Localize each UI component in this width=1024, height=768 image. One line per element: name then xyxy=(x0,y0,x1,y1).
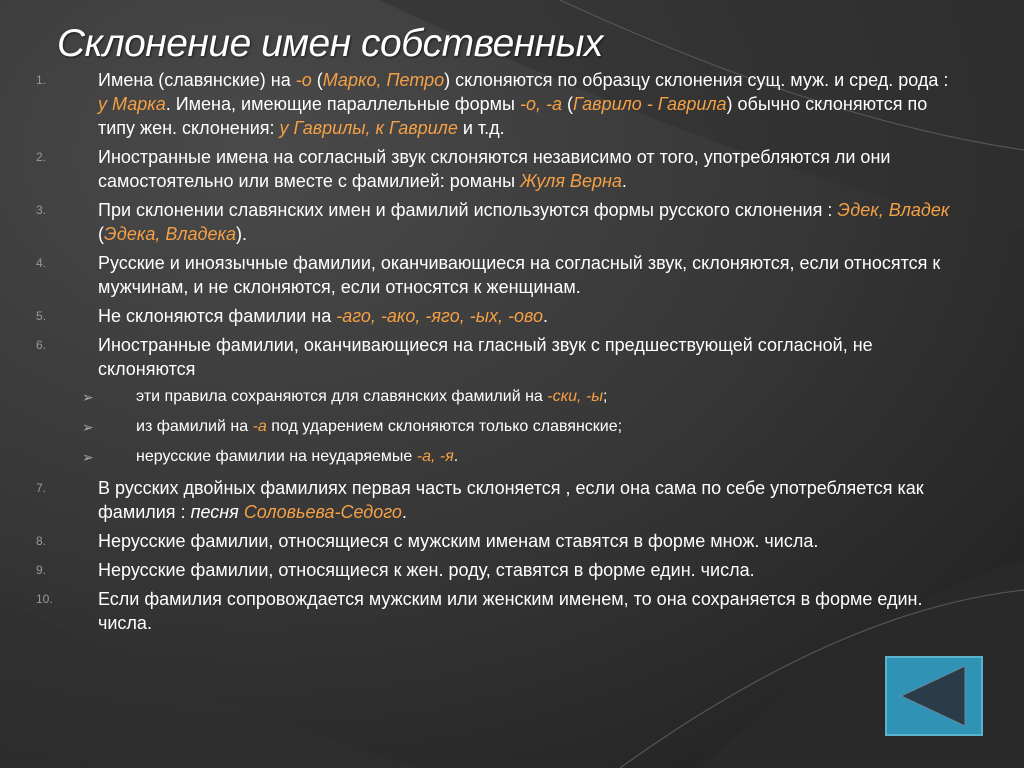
highlighted-text: у Гаврилы, к Гавриле xyxy=(279,118,458,138)
list-item-number: 2. xyxy=(36,150,47,164)
list-item xyxy=(0,558,1000,582)
list-item-number: 3. xyxy=(36,203,47,217)
numbered-list xyxy=(0,68,1000,640)
text-segment: Иностранные имена на согласный звук склоняются независимо от того, употребляются ли они самостоятельно или вместе с фамилией: романы xyxy=(98,147,891,191)
highlighted-text: Эдек, Владек xyxy=(837,200,950,220)
text-segment: При склонении славянских имен и фамилий используются формы русского склонения : xyxy=(98,200,838,220)
highlighted-text: -о, -а xyxy=(519,94,562,114)
text-segment: В русских двойных фамилиях первая часть склоняется , если она сама по себе употребляется как фамилия : xyxy=(98,478,924,522)
text-segment: . Имена, имеющие параллельные формы xyxy=(165,94,520,114)
text-segment: ( xyxy=(561,94,573,114)
highlighted-text: -о xyxy=(295,70,312,90)
text-segment: эти правила сохраняются для славянских фамилий на xyxy=(136,388,548,405)
list-item xyxy=(0,198,1000,246)
list-item xyxy=(0,587,1000,635)
list-item xyxy=(0,145,1000,193)
list-item-number: 4. xyxy=(36,256,47,270)
text-segment: песня xyxy=(190,502,244,522)
highlighted-text: у Марка xyxy=(98,94,166,114)
highlighted-text: -ски, -ы xyxy=(547,388,604,405)
slide-title: Склонение имен собственных xyxy=(57,22,603,65)
text-segment: нерусские фамилии на неударяемые xyxy=(136,448,417,465)
text-segment: ; xyxy=(603,388,608,405)
list-item xyxy=(0,529,1000,553)
text-segment: ( xyxy=(311,70,323,90)
highlighted-text: Марко, Петро xyxy=(322,70,445,90)
sub-list-item xyxy=(0,416,1000,438)
list-item-number: 10. xyxy=(36,592,53,606)
list-item-number: 1. xyxy=(36,73,47,87)
text-segment: из фамилий на xyxy=(136,418,253,435)
text-segment: Иностранные фамилии, оканчивающиеся на гласный звук с предшествующей согласной, не склоняются xyxy=(98,335,873,379)
list-item xyxy=(0,68,1000,140)
text-segment: и т.д. xyxy=(457,118,505,138)
list-item xyxy=(0,304,1000,328)
highlighted-text: Гаврило - Гаврила xyxy=(572,94,727,114)
highlighted-text: -а, -я xyxy=(416,448,454,465)
text-segment: ). xyxy=(236,224,247,244)
list-item xyxy=(0,476,1000,524)
back-button[interactable] xyxy=(885,656,983,736)
arrow-bullet-icon: ➢ xyxy=(82,389,94,405)
list-item-number: 7. xyxy=(36,481,47,495)
text-segment: ) обычно склоняются по типу жен. склонения: xyxy=(98,94,928,138)
text-segment: ( xyxy=(98,224,104,244)
list-item-number: 8. xyxy=(36,534,47,548)
sub-list-item xyxy=(0,446,1000,468)
text-segment: . xyxy=(453,448,459,465)
text-segment: Не склоняются фамилии на xyxy=(98,306,337,326)
list-item-number: 6. xyxy=(36,338,47,352)
highlighted-text: -а xyxy=(252,418,267,435)
sub-list-item xyxy=(0,386,1000,408)
list-item xyxy=(0,251,1000,299)
list-item xyxy=(0,333,1000,381)
list-item-number: 9. xyxy=(36,563,47,577)
list-item-number: 5. xyxy=(36,309,47,323)
text-segment: . xyxy=(621,171,627,191)
highlighted-text: Соловьева-Седого xyxy=(243,502,402,522)
text-segment: ) склоняются по образцу склонения сущ. муж. и сред. рода : xyxy=(444,70,949,90)
text-segment: . xyxy=(542,306,548,326)
text-segment: Нерусские фамилии, относящиеся с мужским именам ставятся в форме множ. числа. xyxy=(98,531,819,551)
text-segment: Если фамилия сопровождается мужским или женским именем, то она сохраняется в форме един. числа. xyxy=(98,589,923,633)
highlighted-text: Жуля Верна xyxy=(520,171,622,191)
arrow-bullet-icon: ➢ xyxy=(82,449,94,465)
highlighted-text: Эдека, Владека xyxy=(104,224,236,244)
text-segment: Имена (славянские) на xyxy=(98,70,296,90)
highlighted-text: -аго, -ако, -яго, -ых, -ово xyxy=(336,306,543,326)
text-segment: под ударением склоняются только славянские; xyxy=(266,418,623,435)
text-segment: Нерусские фамилии, относящиеся к жен. роду, ставятся в форме един. числа. xyxy=(98,560,755,580)
text-segment: Русские и иноязычные фамилии, оканчивающиеся на согласный звук, склоняются, если относятся к мужчинам, и не склоняются, если относятся к женщинам. xyxy=(98,253,941,297)
text-segment: . xyxy=(401,502,407,522)
triangle-left-icon xyxy=(887,658,981,734)
arrow-bullet-icon: ➢ xyxy=(82,419,94,435)
